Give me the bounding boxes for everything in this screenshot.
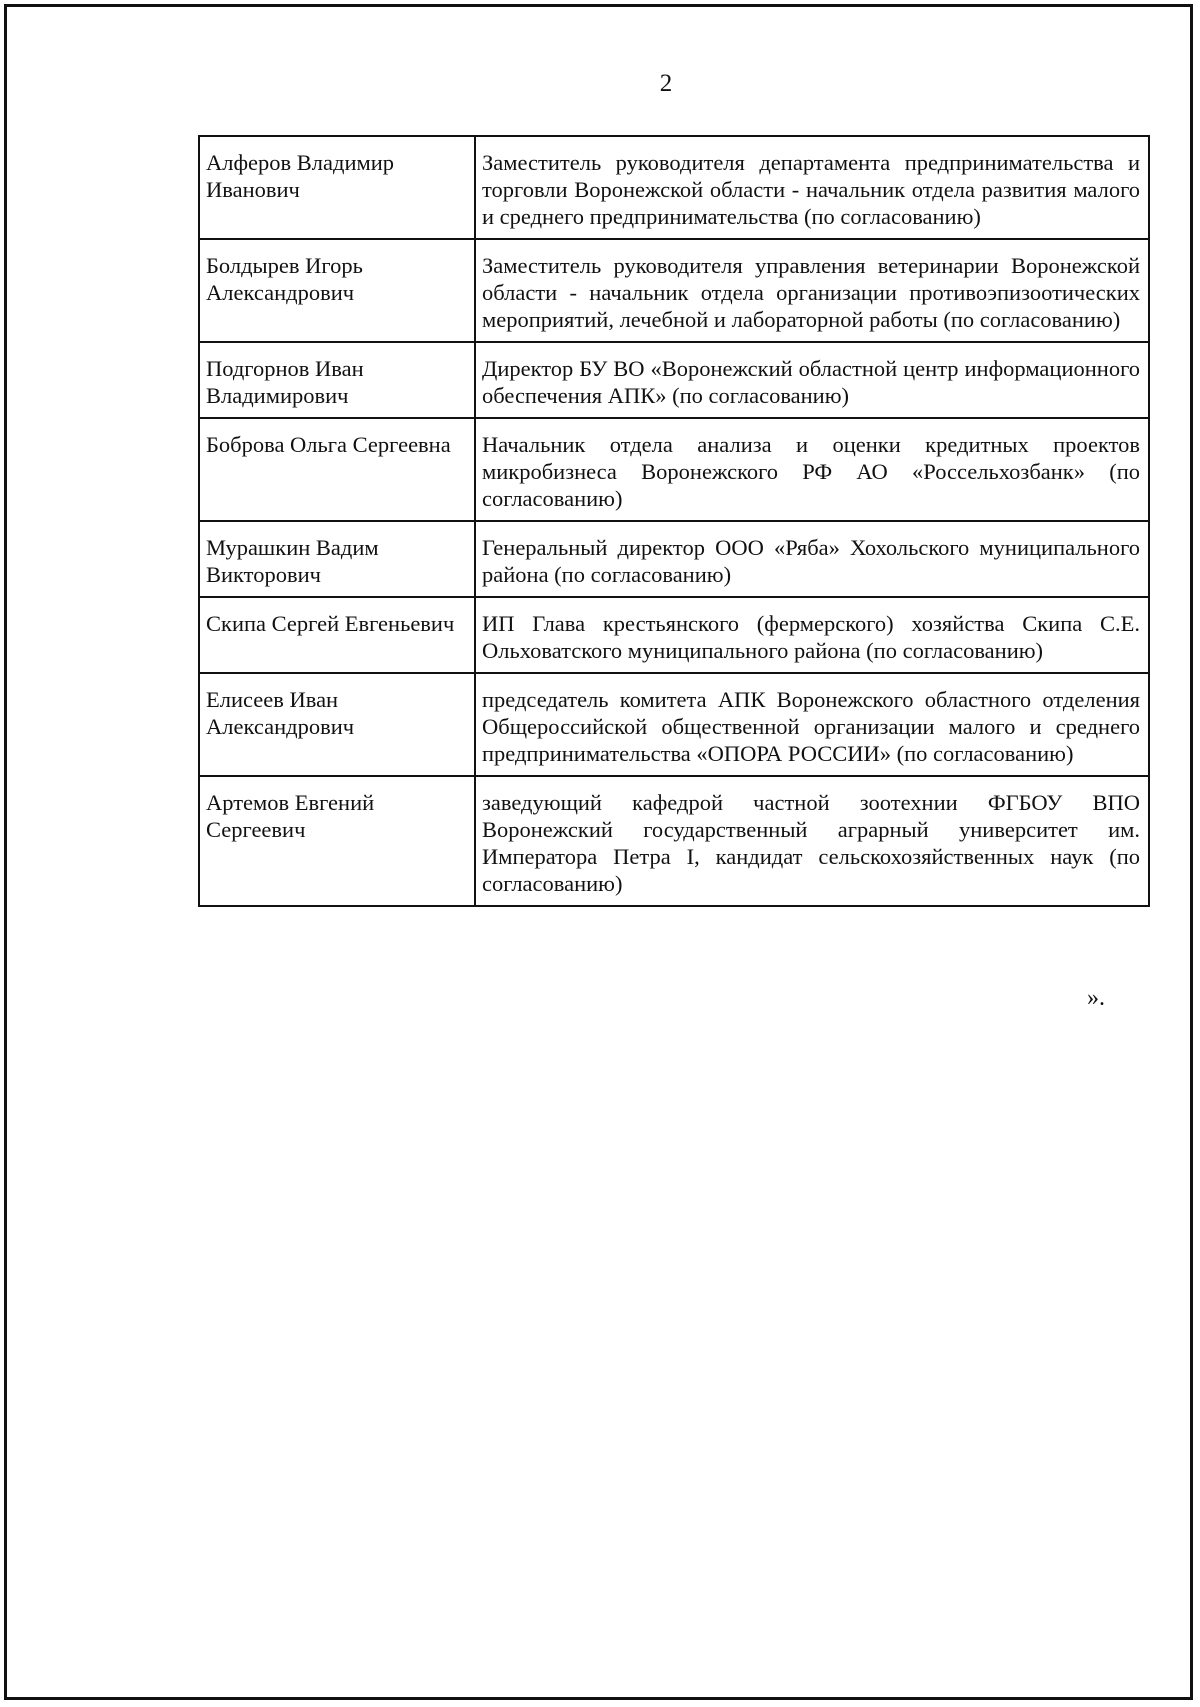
member-name: Скипа Сергей Евгеньевич [199, 597, 475, 673]
member-position: Директор БУ ВО «Воронежский областной центр информационного обеспечения АПК» (по согласованию) [475, 342, 1149, 418]
table-row [199, 342, 1149, 418]
member-name: Елисеев Иван Александрович [199, 673, 475, 776]
table-row [199, 239, 1149, 342]
member-position: председатель комитета АПК Воронежского областного отделения Общероссийской общественной организации малого и среднего предпринимательства «ОПОРА РОССИИ» (по согласованию) [475, 673, 1149, 776]
member-name: Подгорнов Иван Владимирович [199, 342, 475, 418]
member-name: Алферов Владимир Иванович [199, 136, 475, 239]
member-position: заведующий кафедрой частной зоотехнии ФГБОУ ВПО Воронежский государственный аграрный университет им. Императора Петра I, кандидат сельскохозяйственных наук (по согласованию) [475, 776, 1149, 906]
member-position: Заместитель руководителя управления ветеринарии Воронежской области - начальник отдела организации противоэпизоотических мероприятий, лечебной и лабораторной работы (по согласованию) [475, 239, 1149, 342]
members-table [198, 135, 1150, 907]
member-position: ИП Глава крестьянского (фермерского) хозяйства Скипа С.Е. Ольховатского муниципального района (по согласованию) [475, 597, 1149, 673]
member-position: Начальник отдела анализа и оценки кредитных проектов микробизнеса Воронежского РФ АО «Россельхозбанк» (по согласованию) [475, 418, 1149, 521]
table-row [199, 597, 1149, 673]
page-number: 2 [659, 70, 673, 97]
table-row [199, 521, 1149, 597]
table-row [199, 418, 1149, 521]
member-name: Мурашкин Вадим Викторович [199, 521, 475, 597]
closing-quote-mark: ». [1087, 985, 1105, 1011]
table-row [199, 673, 1149, 776]
member-name: Боброва Ольга Сергеевна [199, 418, 475, 521]
member-name: Артемов Евгений Сергеевич [199, 776, 475, 906]
table-row [199, 776, 1149, 906]
member-position: Заместитель руководителя департамента предпринимательства и торговли Воронежской области - начальник отдела развития малого и среднего предпринимательства (по согласованию) [475, 136, 1149, 239]
member-name: Болдырев Игорь Александрович [199, 239, 475, 342]
member-position: Генеральный директор ООО «Ряба» Хохольского муниципального района (по согласованию) [475, 521, 1149, 597]
table-row [199, 136, 1149, 239]
